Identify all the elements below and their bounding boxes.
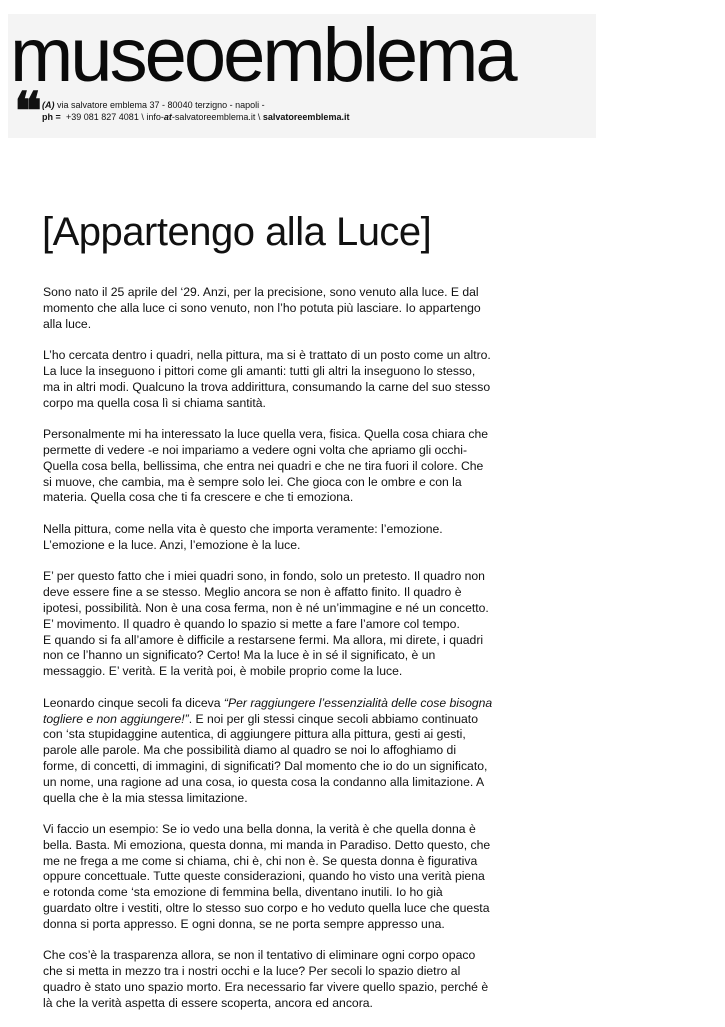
paragraph-leonardo <box>43 696 493 807</box>
paragraph: Nella pittura, come nella vita è questo che importa veramente: l’emozione. L’emozione e la luce. Anzi, l’emozione è la luce. <box>43 521 443 552</box>
leonardo-intro: Leonardo cinque secoli fa diceva <box>43 695 224 710</box>
phone-text: +39 081 827 4081 \ info- <box>66 112 164 122</box>
leonardo-quote: “Per raggiungere l’essenzialità delle cose bisogna togliere e non aggiungere!” <box>43 695 493 726</box>
leonardo-rest: . E noi per gli stessi cinque secoli abbiamo continuato con ‘sta stupidaggine autentica, di aggiungere pittura alla pittura, gesti ai gesti, parole alle parole. Ma che possibilità diamo al quadro se noi lo affoghiamo di forme, di concetti, di immagini, di significati? Dal momento che io do un significato, un nome, una ragione ad una cosa, io questa cosa la condanno alla limitazione. A quella che è la mia stessa limitazione. <box>43 711 488 805</box>
email-domain: -salvatoreemblema.it <box>171 112 256 122</box>
paragraph: Sono nato il 25 aprile del ‘29. Anzi, per la precisione, sono venuto alla luce. E dal momento che alla luce ci sono venuto, non l’ho potuta più lasciare. Io appartengo alla luce. <box>43 285 481 331</box>
museum-logo: museoemblema <box>10 13 515 98</box>
contact-line <box>42 111 349 123</box>
address-text: via salvatore emblema 37 - 80040 terzigno - napoli - <box>54 100 265 110</box>
phone-label: ph = <box>42 112 61 122</box>
email-at: at <box>163 112 172 122</box>
separator: \ <box>255 112 263 122</box>
paragraph: Che cos’è la trasparenza allora, se non il tentativo di eliminare ogni corpo opaco che si metta in mezzo tra i nostri occhi e la luce? Per secoli lo spazio dietro al quadro è stato uno spazio morto. Era necessario far vivere quello spazio, perché è là che la verità aspetta di essere scoperta, ancora ed ancora. <box>43 948 489 1010</box>
address-label: (A) <box>42 100 55 110</box>
page-title: [Appartengo alla Luce] <box>42 210 432 254</box>
paragraph: L’ho cercata dentro i quadri, nella pittura, ma si è trattato di un posto come un altro. La luce la inseguono i pittori come gli amanti: tutti gli altri la inseguono lo stesso, ma in altri modi. Qualcuno la trova addirittura, consumando la carne del suo stesso corpo ma quella cosa lì si chiama santità. <box>43 348 491 410</box>
paragraph: Personalmente mi ha interessato la luce quella vera, fisica. Quella cosa chiara che permette di vedere -e noi impariamo a vedere ogni volta che apriamo gli occhi- Quella cosa bella, bellissima, che entra nei quadri e che ne tira fuori il colore. Che si muove, che cambia, ma è sempre solo lei. Che gioca con le ombre e con la materia. Quella cosa che ti fa crescere e che ti emoziona. <box>43 427 489 505</box>
website-link[interactable]: salvatoreemblema.it <box>262 112 350 122</box>
paragraph: Vi faccio un esempio: Se io vedo una bella donna, la verità è che quella donna è bella. Basta. Mi emoziona, questa donna, mi manda in Paradiso. Detto questo, che me ne frega a me come si chiama, chi è, chi non è. Se questa donna è figurativa oppure concettuale. Tutte queste considerazioni, quando ho visto una verità piena e rotonda come ‘sta emozione di femmina bella, diventano inutili. Io ho già guardato oltre i vestiti, oltre lo stesso suo corpo e ho veduto quella luce che questa donna si porta appresso. E ogni donna, se ne porta sempre appresso una. <box>43 822 491 931</box>
paragraph: E’ per questo fatto che i miei quadri sono, in fondo, solo un pretesto. Il quadro non deve essere fine a se stesso. Meglio ancora se non è affatto finito. Il quadro è ipotesi, possibilità. Non è una cosa ferma, non è né un’immagine e né un concetto. E’ movimento. Il quadro è quando lo spazio si mette a fare l’amore col tempo. <box>43 569 489 631</box>
article-body <box>43 285 493 1027</box>
address-line <box>42 99 349 111</box>
paragraph: E quando si fa all’amore è difficile a restarsene fermi. Ma allora, mi direte, i quadri non ce l’hanno un significato? Certo! Ma la luce è in sé il significato, è un messaggio. E’ verità. E la verità poi, è mobile proprio come la luce. <box>43 632 484 679</box>
quote-mark-icon: ❝ <box>14 81 42 142</box>
address-block <box>42 99 349 123</box>
